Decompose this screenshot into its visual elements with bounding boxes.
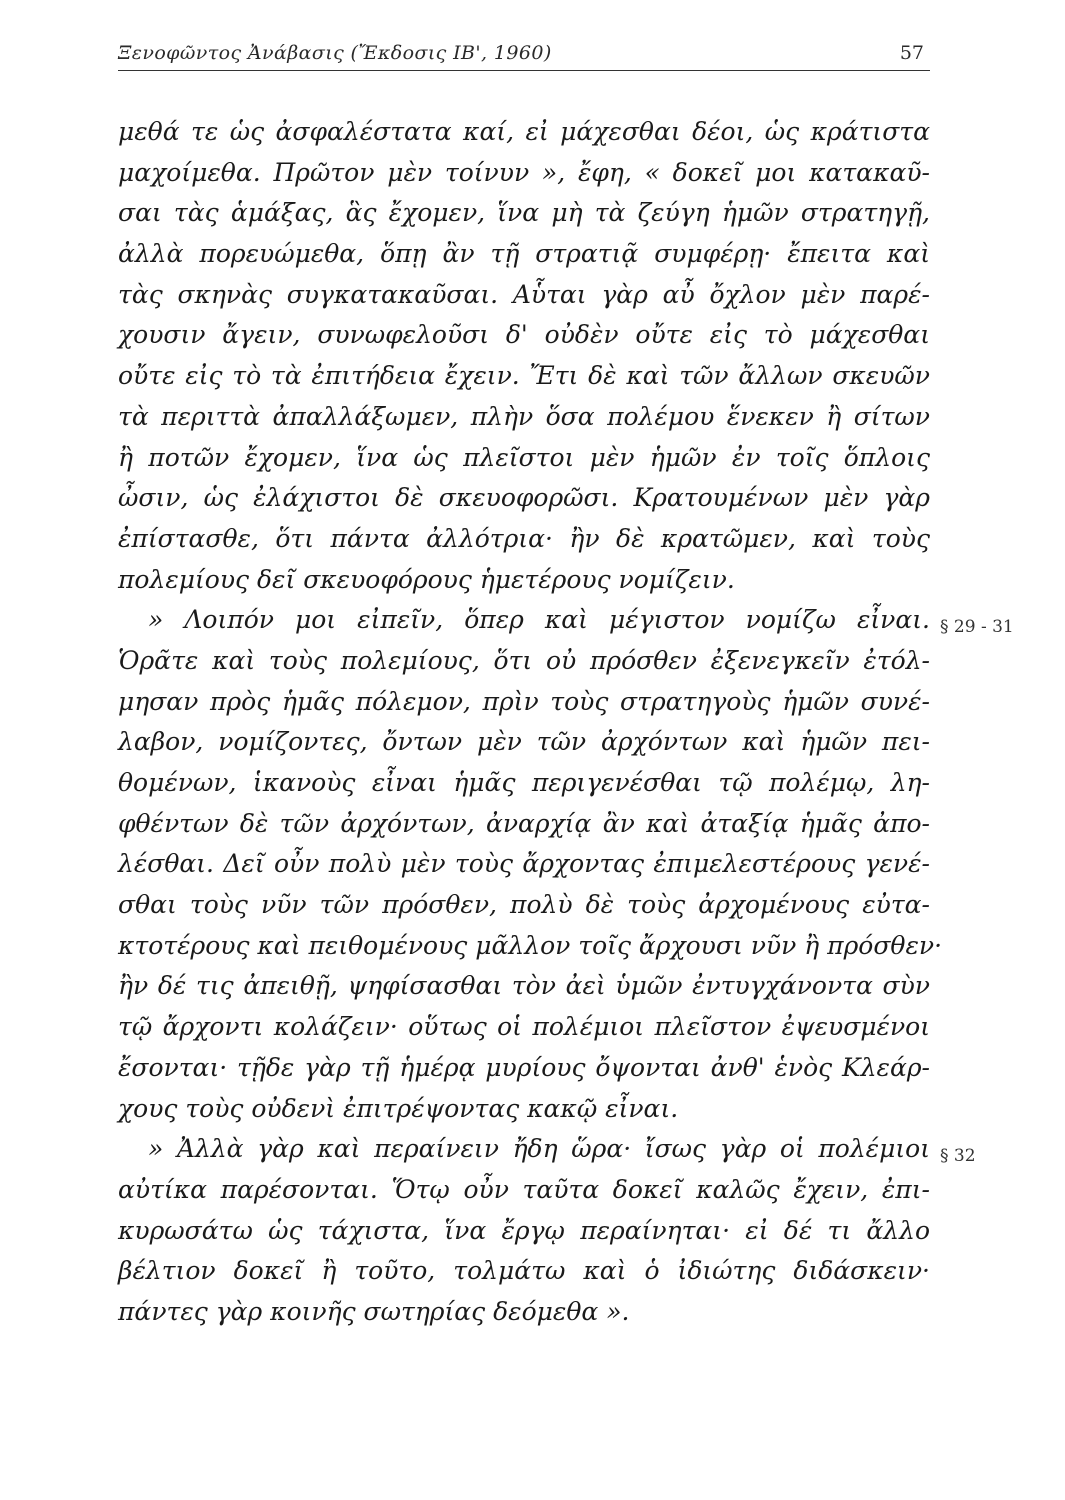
text-line: θομένων, ἱκανοὺς εἶναι ἡμᾶς περιγενέσθαι τῷ πολέμῳ, λη- <box>118 768 930 797</box>
running-head <box>118 38 930 71</box>
text-line: ἔσονται· τῇδε γὰρ τῇ ἡμέρᾳ μυρίους ὄψονται ἀνθ' ἑνὸς Κλεάρ- <box>118 1052 930 1082</box>
text-line: ἀλλὰ πορευώμεθα, ὅπῃ ἂν τῇ στρατιᾷ συμφέρῃ· ἔπειτα καὶ <box>118 239 930 269</box>
page-number: 57 <box>899 42 924 64</box>
text-line: ὦσιν, ὡς ἐλάχιστοι δὲ σκευοφορῶσι. Κρατουμένων μὲν γὰρ <box>118 483 930 513</box>
text-line: τὰς σκηνὰς συγκατακαῦσαι. Αὗται γὰρ αὖ ὄχλον μὲν παρέ- <box>118 279 930 309</box>
text-line: λέσθαι. Δεῖ οὖν πολὺ μὲν τοὺς ἄρχοντας ἐπιμελεστέρους γενέ- <box>118 849 930 879</box>
text-line: μεθά τε ὡς ἀσφαλέστατα καί, εἰ μάχεσθαι δέοι, ὡς κράτιστα <box>118 117 930 146</box>
running-head-title: Ξενοφῶντος Ἀνάβασις (Ἔκδοσις ΙΒ', 1960) <box>118 42 552 64</box>
text-line: » Ἀλλὰ γὰρ καὶ περαίνειν ἤδη ὥρα· ἴσως γὰρ οἱ πολέμιοι <box>148 1134 930 1164</box>
text-line: κτοτέρους καὶ πειθομένους μᾶλλον τοῖς ἄρχουσι νῦν ἢ πρόσθεν· <box>118 930 943 960</box>
text-line: χουσιν ἄγειν, συνωφελοῦσι δ' οὐδὲν οὔτε εἰς τὸ μάχεσθαι <box>118 320 930 350</box>
text-line: τῷ ἄρχοντι κολάζειν· οὕτως οἱ πολέμιοι πλεῖστον ἐψευσμένοι <box>118 1012 930 1042</box>
text-line: μαχοίμεθα. Πρῶτον μὲν τοίνυν », ἔφη, « δοκεῖ μοι κατακαῦ- <box>118 157 930 187</box>
margin-section-ref: § 32 <box>940 1146 976 1166</box>
text-line: μησαν πρὸς ἡμᾶς πόλεμον, πρὶν τοὺς στρατηγοὺς ἡμῶν συνέ- <box>118 686 930 716</box>
text-line: πολεμίους δεῖ σκευοφόρους ἡμετέρους νομίζειν. <box>118 564 735 594</box>
text-line: φθέντων δὲ τῶν ἀρχόντων, ἀναρχίᾳ ἂν καὶ ἀταξίᾳ ἡμᾶς ἀπο- <box>118 808 930 838</box>
text-line: χους τοὺς οὐδενὶ ἐπιτρέψοντας κακῷ εἶναι. <box>118 1093 679 1123</box>
margin-section-ref: § 29 - 31 <box>940 617 1014 637</box>
text-line: Ὁρᾶτε καὶ τοὺς πολεμίους, ὅτι οὐ πρόσθεν ἐξενεγκεῖν ἐτόλ- <box>118 645 930 675</box>
text-line: ἐπίστασθε, ὅτι πάντα ἀλλότρια· ἢν δὲ κρατῶμεν, καὶ τοὺς <box>118 523 930 553</box>
text-line: σαι τὰς ἁμάξας, ἃς ἔχομεν, ἵνα μὴ τὰ ζεύγη ἡμῶν στρατηγῇ, <box>118 198 930 228</box>
text-line: κυρωσάτω ὡς τάχιστα, ἵνα ἔργῳ περαίνηται· εἰ δέ τι ἄλλο <box>118 1215 930 1245</box>
text-line: τὰ περιττὰ ἀπαλλάξωμεν, πλὴν ὅσα πολέμου ἕνεκεν ἢ σίτων <box>118 401 930 431</box>
text-line: ἢ ποτῶν ἔχομεν, ἵνα ὡς πλεῖστοι μὲν ἡμῶν ἐν τοῖς ὅπλοις <box>118 442 930 472</box>
text-line: ἢν δέ τις ἀπειθῇ, ψηφίσασθαι τὸν ἀεὶ ὑμῶν ἐντυγχάνοντα σὺν <box>118 971 930 1001</box>
text-line: αὐτίκα παρέσονται. Ὅτῳ οὖν ταῦτα δοκεῖ καλῶς ἔχειν, ἐπι- <box>118 1174 930 1204</box>
text-line: » Λοιπόν μοι εἰπεῖν, ὅπερ καὶ μέγιστον νομίζω εἶναι. <box>148 605 930 635</box>
text-line: βέλτιον δοκεῖ ἢ τοῦτο, τολμάτω καὶ ὁ ἰδιώτης διδάσκειν· <box>118 1256 930 1286</box>
text-line: σθαι τοὺς νῦν τῶν πρόσθεν, πολὺ δὲ τοὺς ἀρχομένους εὐτα- <box>118 890 930 920</box>
text-line: λαβον, νομίζοντες, ὄντων μὲν τῶν ἀρχόντων καὶ ἡμῶν πει- <box>118 727 930 757</box>
text-line: οὔτε εἰς τὸ τὰ ἐπιτήδεια ἔχειν. Ἔτι δὲ καὶ τῶν ἄλλων σκευῶν <box>118 361 930 391</box>
text-line: πάντες γὰρ κοινῆς σωτηρίας δεόμεθα ». <box>118 1296 630 1326</box>
body-text <box>118 112 943 1333</box>
